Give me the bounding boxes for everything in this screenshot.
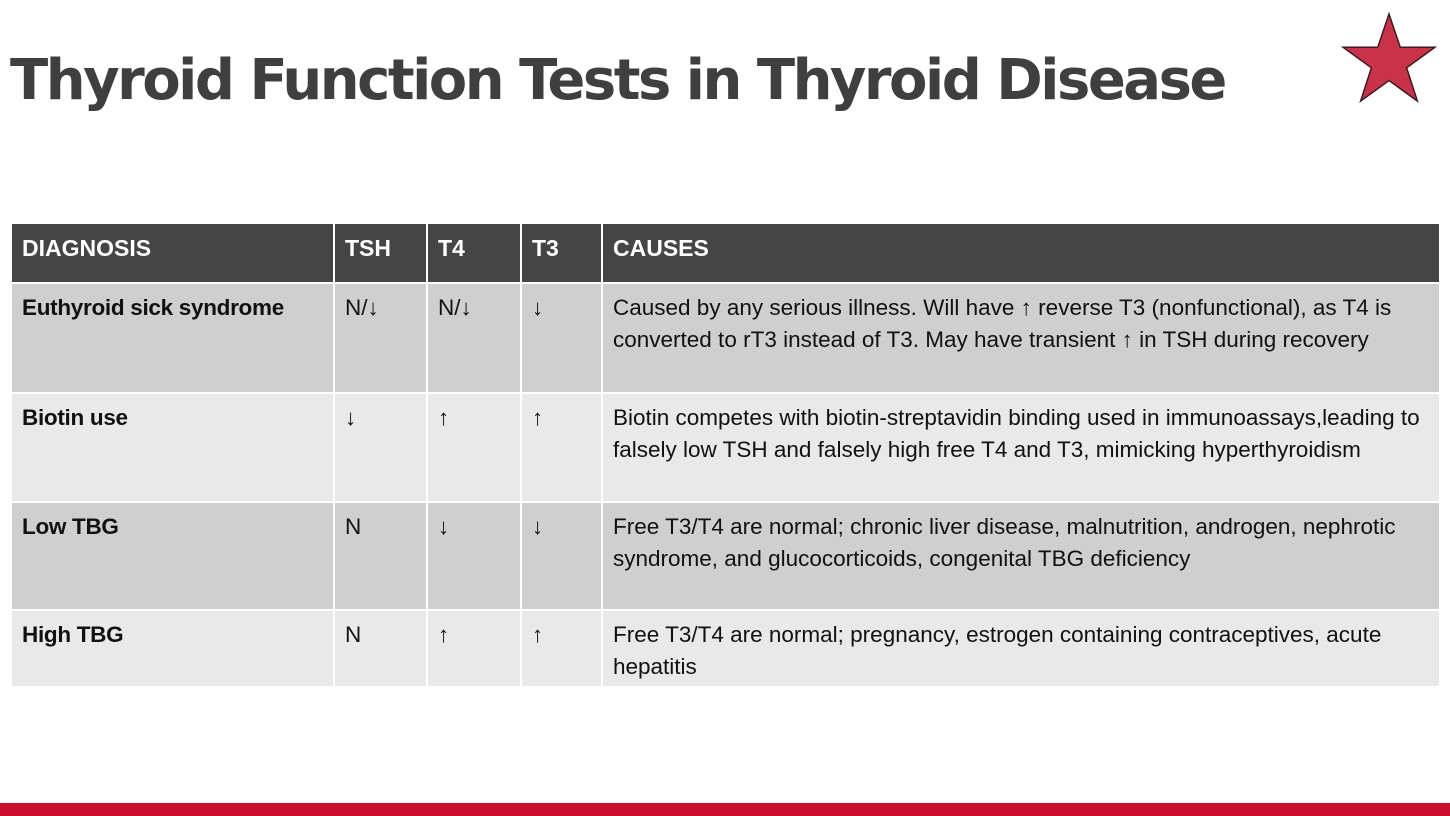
cell-t3: ↓	[521, 502, 602, 610]
table-row	[11, 393, 1440, 502]
cell-t4: ↓	[427, 502, 521, 610]
cell-diagnosis: Biotin use	[11, 393, 334, 502]
cell-t3: ↓	[521, 283, 602, 393]
cell-diagnosis: Euthyroid sick syndrome	[11, 283, 334, 393]
cell-tsh: ↓	[334, 393, 427, 502]
slide-title: Thyroid Function Tests in Thyroid Disease	[10, 48, 1225, 113]
header-t3: T3	[521, 223, 602, 283]
cell-causes: Caused by any serious illness. Will have ↑ reverse T3 (nonfunctional), as T4 is converted to rT3 instead of T3. May have transient ↑ in TSH during recovery	[602, 283, 1440, 393]
header-t4: T4	[427, 223, 521, 283]
header-causes: CAUSES	[602, 223, 1440, 283]
cell-t4: N/↓	[427, 283, 521, 393]
cell-tsh: N/↓	[334, 283, 427, 393]
table-row	[11, 283, 1440, 393]
cell-t4: ↑	[427, 610, 521, 687]
bottom-accent-bar	[0, 803, 1450, 816]
cell-causes: Free T3/T4 are normal; pregnancy, estrogen containing contraceptives, acute hepatitis	[602, 610, 1440, 687]
cell-tsh: N	[334, 610, 427, 687]
table-row	[11, 502, 1440, 610]
table-row	[11, 610, 1440, 687]
header-tsh: TSH	[334, 223, 427, 283]
cell-causes: Biotin competes with biotin-streptavidin binding used in immunoassays,leading to falsely low TSH and falsely high free T4 and T3, mimicking hyperthyroidism	[602, 393, 1440, 502]
cell-diagnosis: High TBG	[11, 610, 334, 687]
table-header-row	[11, 223, 1440, 283]
cell-t4: ↑	[427, 393, 521, 502]
cell-t3: ↑	[521, 393, 602, 502]
header-diagnosis: DIAGNOSIS	[11, 223, 334, 283]
star-icon	[1340, 12, 1438, 104]
cell-causes: Free T3/T4 are normal; chronic liver disease, malnutrition, androgen, nephrotic syndrome, and glucocorticoids, congenital TBG deficiency	[602, 502, 1440, 610]
cell-diagnosis: Low TBG	[11, 502, 334, 610]
cell-tsh: N	[334, 502, 427, 610]
thyroid-function-table	[10, 222, 1441, 688]
cell-t3: ↑	[521, 610, 602, 687]
